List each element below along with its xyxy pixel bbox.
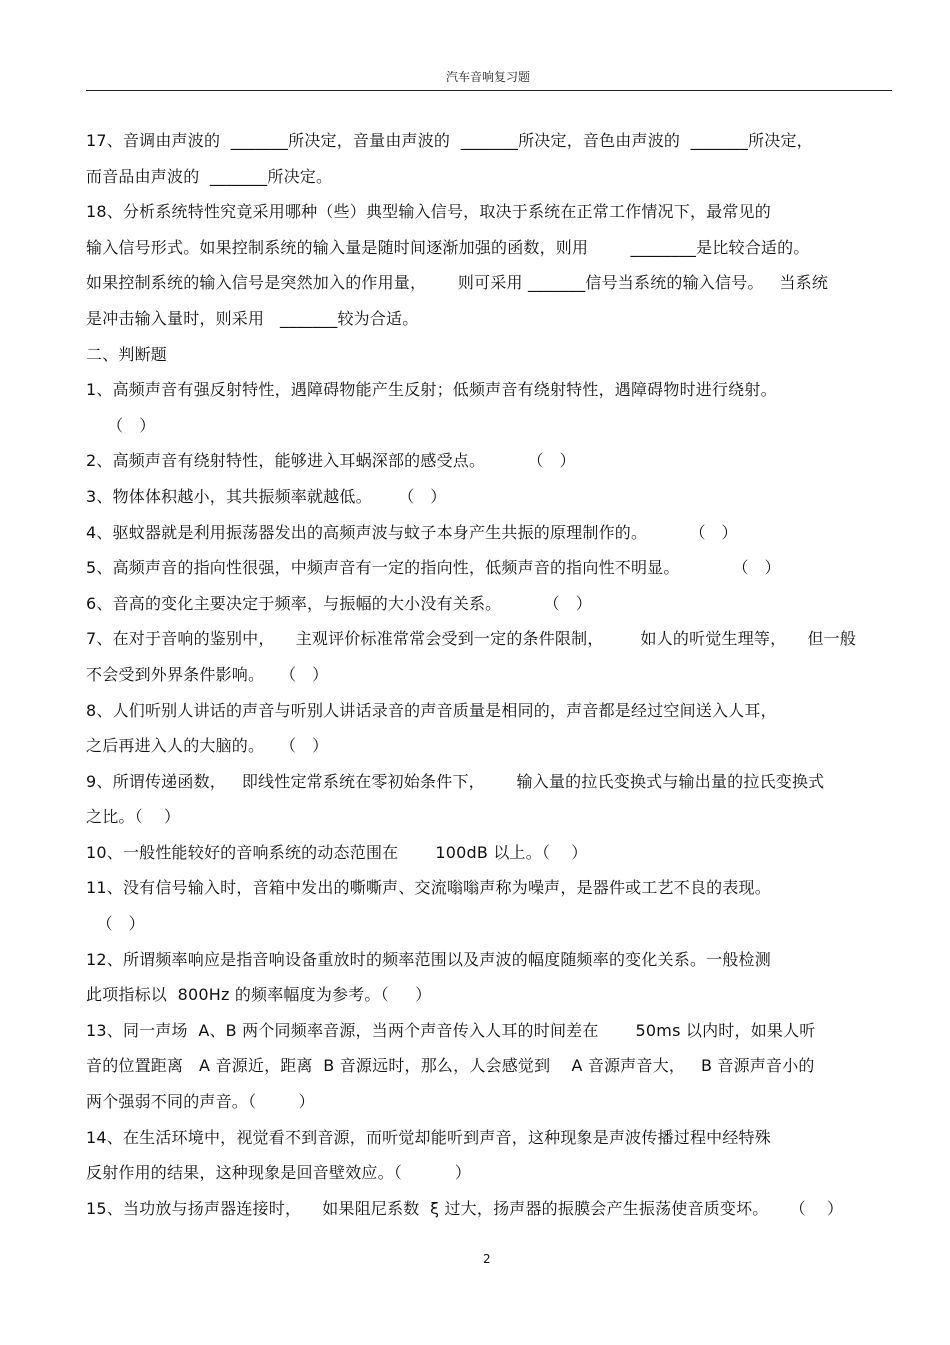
text-line: 是冲击输入量时，则采用 _______较为合适。: [86, 308, 419, 328]
text-line: 不会受到外界条件影响。 （ ）: [86, 664, 329, 684]
text-line: （ ）: [86, 914, 145, 934]
page-header: 汽车音响复习题: [445, 70, 530, 84]
page-number: 2: [483, 1252, 491, 1266]
question-body: [86, 123, 896, 1226]
text-line: 之比。（ ）: [86, 807, 181, 827]
text-line: 两个强弱不同的声音。（ ）: [86, 1092, 315, 1112]
header-divider: [86, 90, 892, 91]
text-line: 2、高频声音有绕射特性，能够进入耳蜗深部的感受点。 （ ）: [86, 451, 576, 471]
text-line: 如果控制系统的输入信号是突然加入的作用量， 则可采用 _______信号当系统的输入信号。 当系统: [86, 273, 829, 293]
text-line: 18、分析系统特性究竟采用哪种（些）典型输入信号，取决于系统在正常工作情况下，最常见的: [86, 202, 771, 222]
text-line: 反射作用的结果，这种现象是回音壁效应。（ ）: [86, 1163, 472, 1183]
text-line: 15、当功放与扬声器连接时， 如果阻尼系数 ξ 过大，扬声器的振膜会产生振荡使音质变坏。 （ ）: [86, 1198, 844, 1218]
text-line: 13、同一声场 A、B 两个同频率音源，当两个声音传入人耳的时间差在 50ms 以内时，如果人听: [86, 1020, 816, 1040]
text-line: 6、音高的变化主要决定于频率，与振幅的大小没有关系。 （ ）: [86, 593, 592, 613]
text-line: 此项指标以 800Hz 的频率幅度为参考。（ ）: [86, 985, 432, 1005]
text-line: 14、在生活环境中，视觉看不到音源，而听觉却能听到声音，这种现象是声波传播过程中经特殊: [86, 1127, 771, 1147]
text-line: 3、物体体积越小，其共振频率就越低。 （ ）: [86, 486, 447, 506]
text-line: 8、人们听别人讲话的声音与听别人讲话录音的声音质量是相同的，声音都是经过空间送入人耳，: [86, 700, 777, 720]
text-line: 1、高频声音有强反射特性，遇障碍物能产生反射；低频声音有绕射特性，遇障碍物时进行绕射。: [86, 380, 777, 400]
text-line: 12、所谓频率响应是指音响设备重放时的频率范围以及声波的幅度随频率的变化关系。一般检测: [86, 949, 771, 969]
text-line: 之后再进入人的大脑的。 （ ）: [86, 736, 329, 756]
text-line: 11、没有信号输入时，音箱中发出的嘶嘶声、交流嗡嗡声称为噪声，是器件或工艺不良的表现。: [86, 878, 771, 898]
text-line: 4、驱蚊器就是利用振荡器发出的高频声波与蚊子本身产生共振的原理制作的。 （ ）: [86, 522, 738, 542]
section-heading: 二、判断题: [86, 344, 168, 364]
text-line: 9、所谓传递函数， 即线性定常系统在零初始条件下， 输入量的拉氏变换式与输出量的拉氏变换式: [86, 771, 825, 791]
text-line: 7、在对于音响的鉴别中， 主观评价标准常常会受到一定的条件限制， 如人的听觉生理等， 但一般: [86, 629, 857, 649]
text-line: 而音品由声波的 _______所决定。: [86, 166, 333, 186]
text-line: 17、音调由声波的 _______所决定，音量由声波的 _______所决定，音色由声波的 _______所决定，: [86, 131, 813, 150]
text-line: （ ）: [86, 415, 156, 435]
text-line: 音的位置距离 A 音源近，距离 B 音源远时，那么，人会感觉到 A 音源声音大， B 音源声音小的: [86, 1056, 815, 1076]
text-line: 输入信号形式。如果控制系统的输入量是随时间逐渐加强的函数，则用 ________是比较合适的。: [86, 237, 810, 257]
text-line: 5、高频声音的指向性很强，中频声音有一定的指向性，低频声音的指向性不明显。 （ ）: [86, 558, 781, 578]
text-line: 10、一般性能较好的音响系统的动态范围在 100dB 以上。（ ）: [86, 842, 588, 862]
